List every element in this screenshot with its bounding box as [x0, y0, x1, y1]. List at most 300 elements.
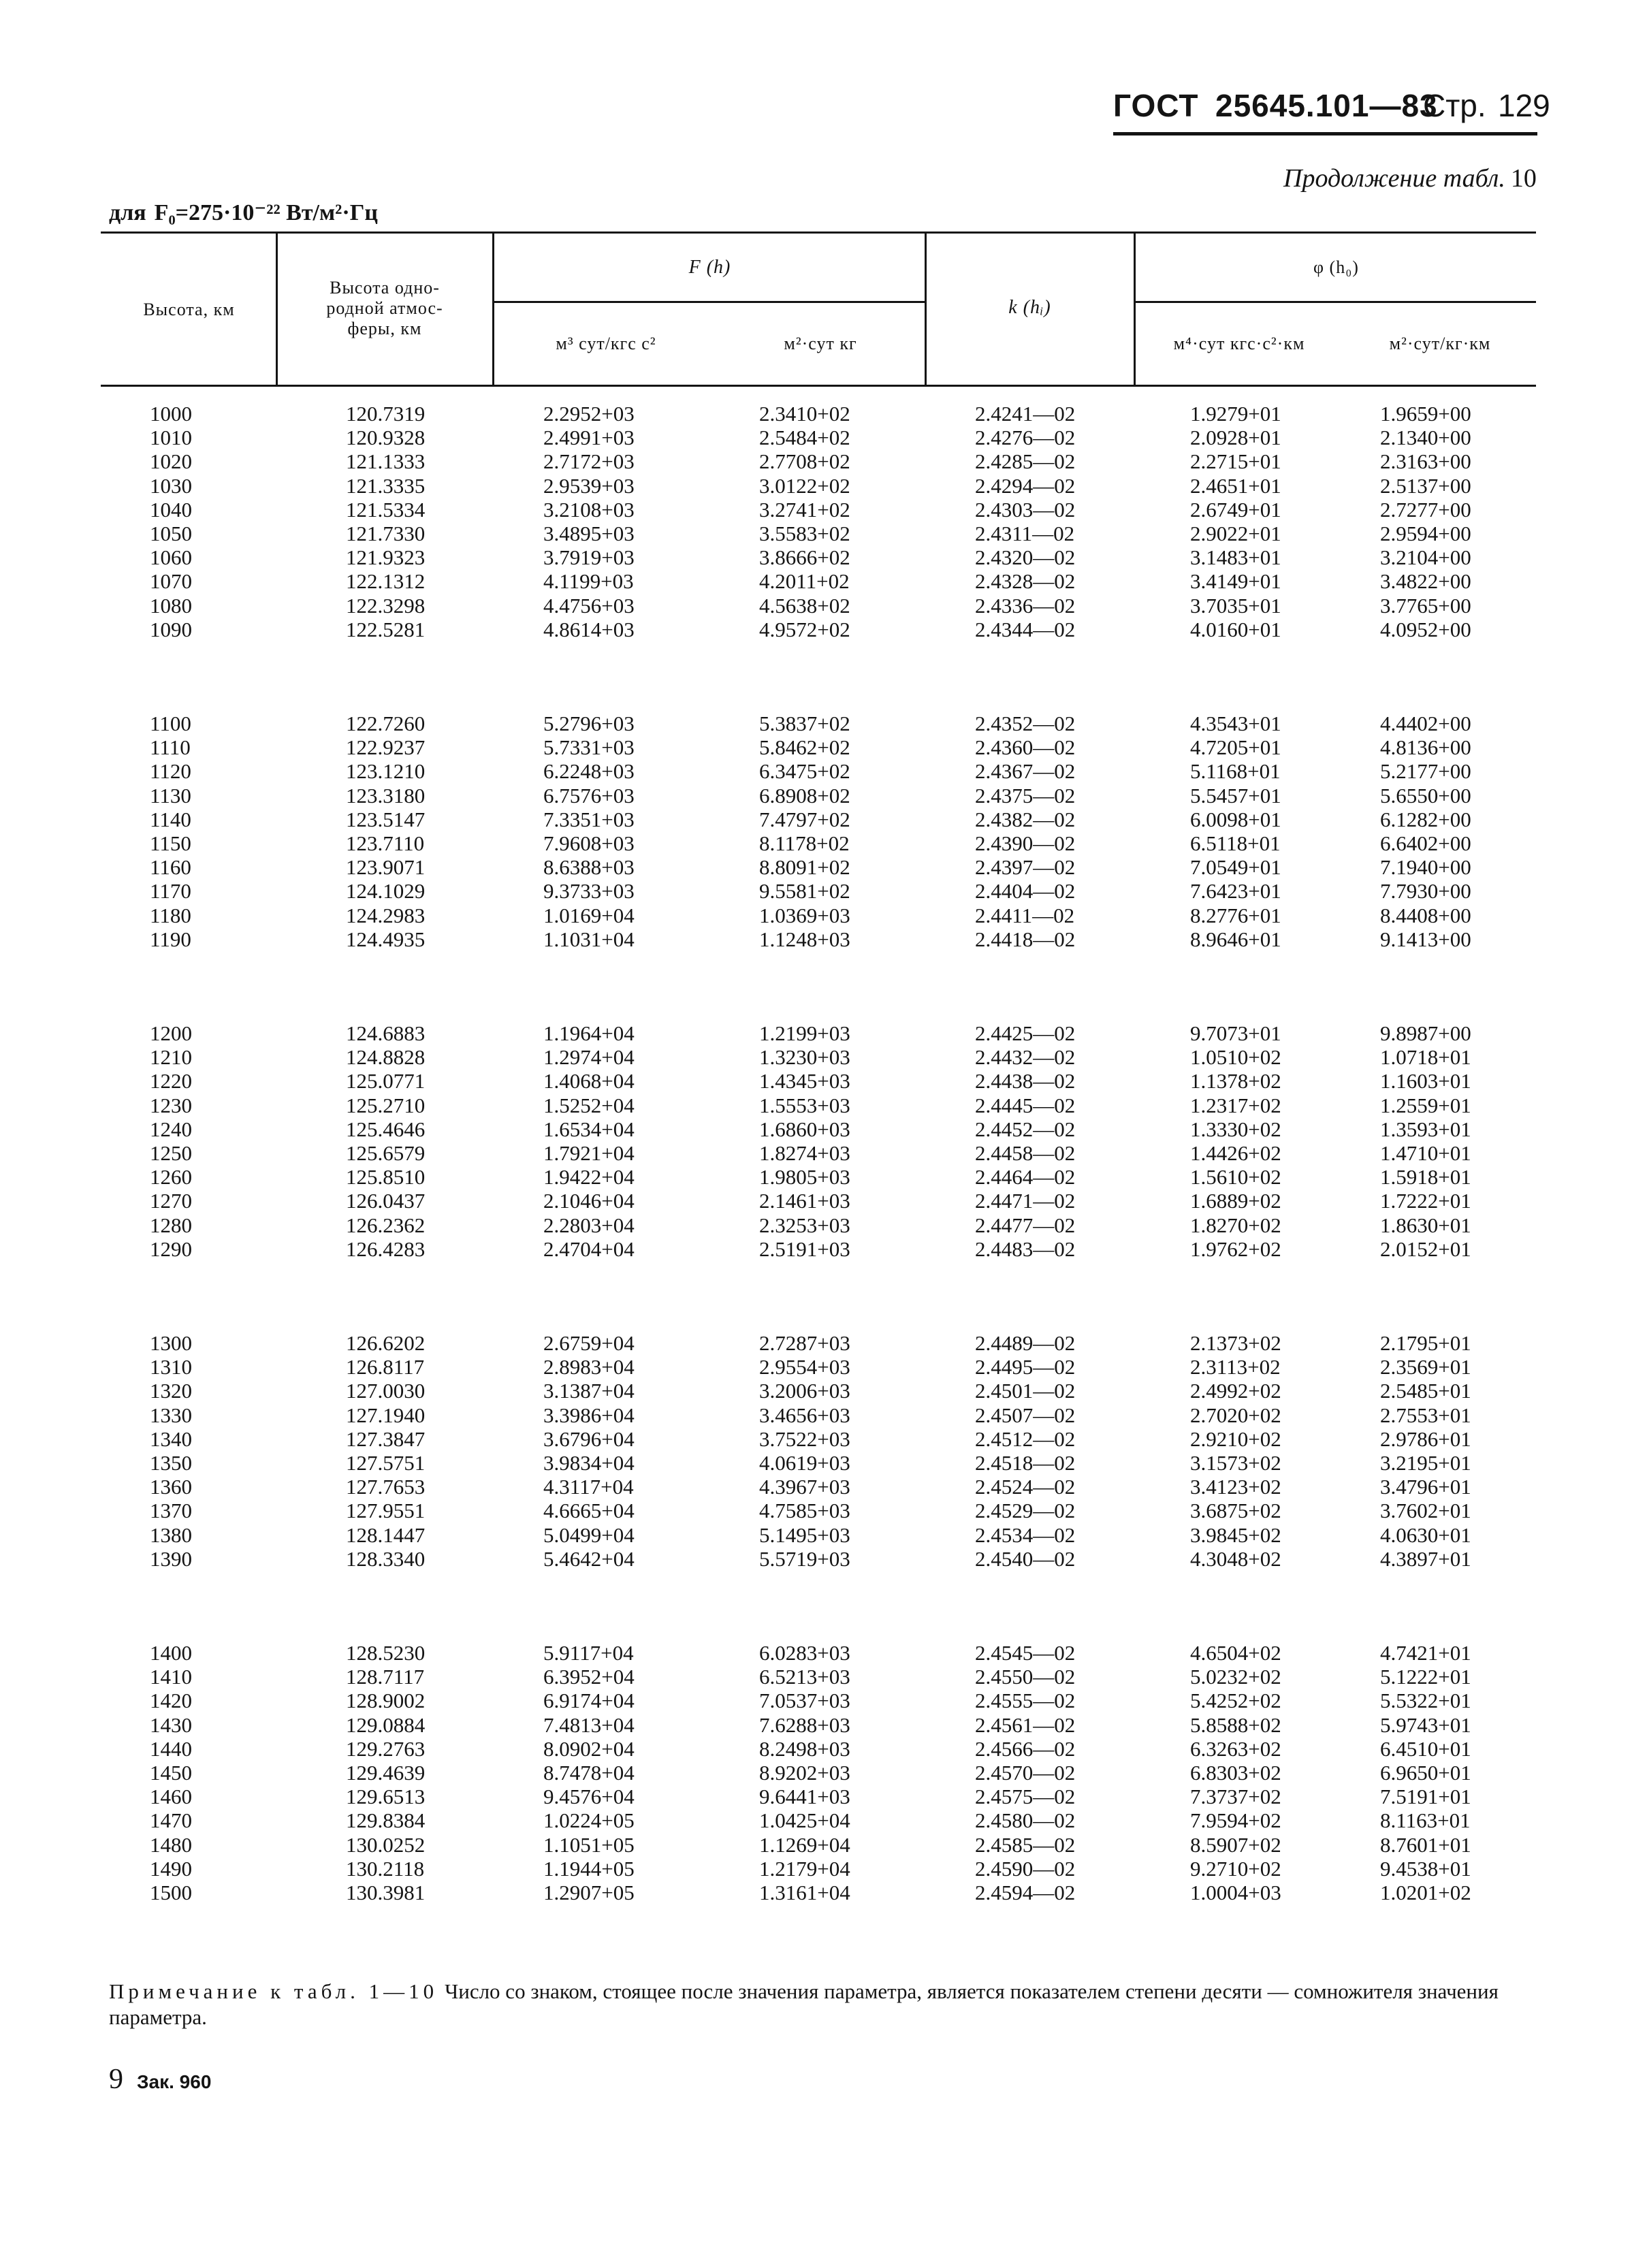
k-cell: 2.4367—02: [975, 759, 1076, 784]
scale-height-cell: 124.2983: [346, 903, 426, 927]
k-cell: 2.4594—02: [975, 1881, 1076, 1904]
F-kg-cell: 8.1178+02: [759, 831, 850, 855]
table-row: [0, 1475, 1632, 1499]
altitude-cell: 1400: [150, 1641, 192, 1665]
F-kg-cell: 1.2179+04: [759, 1856, 850, 1881]
F-kgf-cell: 3.4895+03: [543, 522, 635, 545]
table-row: [0, 618, 1632, 642]
table-row: [0, 904, 1632, 928]
F-kgf-cell: 4.6665+04: [543, 1499, 635, 1523]
k-cell: 2.4336—02: [975, 593, 1076, 618]
table-row: [0, 1117, 1632, 1142]
F-kg-cell: 5.8462+02: [759, 735, 850, 760]
table-row: [0, 449, 1632, 474]
scale-height-cell: 124.8828: [346, 1045, 426, 1070]
k-cell: 2.4241—02: [975, 402, 1076, 426]
table-row: [0, 1641, 1632, 1665]
F-kg-cell: 2.3410+02: [759, 402, 850, 426]
k-cell: 2.4483—02: [975, 1236, 1076, 1261]
k-cell: 2.4585—02: [975, 1832, 1076, 1857]
k-cell: 2.4518—02: [975, 1451, 1076, 1475]
scale-height-cell: 126.6202: [346, 1331, 426, 1355]
altitude-cell: 1060: [150, 545, 192, 570]
altitude-cell: 1230: [150, 1093, 192, 1117]
scale-height-cell: 123.9071: [346, 855, 426, 880]
F-kg-cell: 3.0122+02: [759, 473, 850, 498]
F-kgf-cell: 5.7331+03: [543, 735, 635, 760]
F-kg-cell: 2.5191+03: [759, 1236, 850, 1261]
phi-kg-cell: 2.9786+01: [1380, 1426, 1471, 1451]
altitude-cell: 1460: [150, 1785, 192, 1809]
F-kg-cell: 1.6860+03: [759, 1117, 850, 1141]
phi-kg-cell: 2.7553+01: [1380, 1403, 1471, 1427]
phi-kg-cell: 4.0630+01: [1380, 1522, 1471, 1547]
scale-height-cell: 125.8510: [346, 1165, 426, 1189]
k-cell: 2.4411—02: [975, 903, 1075, 927]
k-cell: 2.4561—02: [975, 1712, 1076, 1737]
table-row: [0, 1451, 1632, 1475]
altitude-cell: 1200: [150, 1021, 192, 1045]
k-cell: 2.4570—02: [975, 1761, 1076, 1785]
F-kgf-cell: 1.0224+05: [543, 1808, 635, 1833]
altitude-cell: 1470: [150, 1808, 192, 1833]
condition-prefix: для: [109, 200, 146, 225]
table-row: [0, 831, 1632, 856]
scale-height-cell: 129.2763: [346, 1736, 426, 1761]
phi-kgf-cell: 4.0160+01: [1190, 617, 1281, 641]
altitude-cell: 1390: [150, 1546, 192, 1571]
table-row: [0, 1427, 1632, 1452]
table-row: [0, 808, 1632, 832]
phi-kg-cell: 3.2104+00: [1380, 545, 1471, 570]
altitude-header: Высота, км: [143, 300, 235, 319]
F-kgf-cell: 8.0902+04: [543, 1736, 635, 1761]
F-kgf-cell: 4.3117+04: [543, 1475, 634, 1499]
scale-height-cell: 128.7117: [346, 1665, 425, 1689]
table-row: [0, 1689, 1632, 1713]
phi-kg-cell: 2.1795+01: [1380, 1331, 1471, 1355]
phi-kgf-cell: 2.1373+02: [1190, 1331, 1281, 1355]
table-row: [0, 1737, 1632, 1761]
altitude-cell: 1490: [150, 1856, 192, 1881]
F-kgf-cell: 8.7478+04: [543, 1761, 635, 1785]
altitude-cell: 1310: [150, 1355, 192, 1379]
F-kg-cell: 3.2006+03: [759, 1379, 850, 1403]
phi-kgf-cell: 1.6889+02: [1190, 1189, 1281, 1213]
F-kgf-cell: 2.6759+04: [543, 1331, 635, 1355]
altitude-cell: 1040: [150, 497, 192, 522]
F-kgf-cell: 2.2803+04: [543, 1213, 635, 1237]
F-kg-cell: 8.2498+03: [759, 1736, 850, 1761]
scale-height-cell: 123.3180: [346, 783, 426, 808]
table-row: [0, 1857, 1632, 1881]
phi-kgf-cell: 1.3330+02: [1190, 1117, 1281, 1141]
F-kgf-cell: 6.2248+03: [543, 759, 635, 784]
phi-kgf-cell: 2.6749+01: [1190, 497, 1281, 522]
scale-height-cell: 125.6579: [346, 1141, 426, 1165]
col-divider-2: [492, 231, 494, 385]
k-cell: 2.4432—02: [975, 1045, 1076, 1070]
scale-height-cell: 128.1447: [346, 1522, 426, 1547]
phi-kgf-cell: 2.9022+01: [1190, 522, 1281, 545]
altitude-cell: 1340: [150, 1426, 192, 1451]
F-kg-cell: 3.2741+02: [759, 497, 850, 522]
table-row: [0, 594, 1632, 618]
table-row: [0, 1499, 1632, 1523]
F-kg-cell: 2.9554+03: [759, 1355, 850, 1379]
altitude-cell: 1480: [150, 1832, 192, 1857]
F-kg-cell: 1.1248+03: [759, 927, 850, 951]
table-row: [0, 569, 1632, 594]
scale-height-cell: 128.5230: [346, 1641, 426, 1665]
phi-kg-cell: 1.7222+01: [1380, 1189, 1471, 1213]
phi-header: φ (h₀): [1313, 257, 1359, 277]
table-continuation: [1283, 163, 1537, 193]
k-header: k (hᵢ): [1008, 297, 1051, 318]
phi-kgf-cell: 3.1573+02: [1190, 1451, 1281, 1475]
altitude-cell: 1220: [150, 1069, 192, 1093]
altitude-cell: 1080: [150, 593, 192, 618]
altitude-cell: 1100: [150, 712, 191, 735]
k-cell: 2.4276—02: [975, 426, 1076, 450]
scale-height-cell: 130.2118: [346, 1856, 425, 1881]
phi-kgf-cell: 8.5907+02: [1190, 1832, 1281, 1857]
phi-kg-cell: 5.2177+00: [1380, 759, 1471, 784]
F-kg-cell: 1.3230+03: [759, 1045, 850, 1070]
table-row: [0, 1547, 1632, 1571]
phi-kg-cell: 4.0952+00: [1380, 617, 1471, 641]
scale-height-cell: 127.0030: [346, 1379, 426, 1403]
table-row: [0, 1403, 1632, 1428]
scale-height-cell: 129.6513: [346, 1785, 426, 1809]
scale-height-cell: 129.4639: [346, 1761, 426, 1785]
scale-height-header: [279, 278, 490, 339]
phi-kg-cell: 2.0152+01: [1380, 1236, 1471, 1261]
phi-kgf-cell: 8.2776+01: [1190, 903, 1281, 927]
scale-height-cell: 127.3847: [346, 1426, 426, 1451]
k-cell: 2.4294—02: [975, 473, 1076, 498]
altitude-cell: 1330: [150, 1403, 192, 1427]
table-row: [0, 927, 1632, 952]
phi-kgf-cell: 3.9845+02: [1190, 1522, 1281, 1547]
phi-kgf-cell: 2.7020+02: [1190, 1403, 1281, 1427]
phi-kg-cell: 2.1340+00: [1380, 426, 1471, 450]
F-kgf-cell: 7.9608+03: [543, 831, 635, 855]
table-row: [0, 545, 1632, 570]
phi-kgf-cell: 1.2317+02: [1190, 1093, 1281, 1117]
flux-condition: [109, 199, 378, 226]
altitude-cell: 1270: [150, 1189, 192, 1213]
scale-height-line-1: Высота одно-: [330, 278, 440, 298]
table-row: [0, 474, 1632, 498]
F-kgf-cell: 5.2796+03: [543, 712, 635, 735]
altitude-cell: 1110: [150, 735, 191, 760]
F-kg-cell: 5.5719+03: [759, 1546, 850, 1571]
altitude-cell: 1260: [150, 1165, 192, 1189]
k-cell: 2.4360—02: [975, 735, 1076, 760]
scale-height-cell: 124.1029: [346, 879, 426, 904]
table-row: [0, 1189, 1632, 1213]
F-kg-cell: 2.7708+02: [759, 449, 850, 474]
phi-kg-cell: 8.4408+00: [1380, 903, 1471, 927]
table-row: [0, 1045, 1632, 1070]
F-kgf-cell: 5.4642+04: [543, 1546, 635, 1571]
F-kg-cell: 6.8908+02: [759, 783, 850, 808]
k-cell: 2.4344—02: [975, 617, 1076, 641]
k-cell: 2.4452—02: [975, 1117, 1076, 1141]
scale-height-cell: 123.5147: [346, 807, 426, 831]
scale-height-cell: 125.4646: [346, 1117, 426, 1141]
phi-kg-cell: 1.4710+01: [1380, 1141, 1471, 1165]
phi-kgf-cell: 5.5457+01: [1190, 783, 1281, 808]
phi-kg-cell: 1.0718+01: [1380, 1045, 1471, 1070]
scale-height-cell: 121.3335: [346, 473, 426, 498]
phi-kgf-cell: 7.3737+02: [1190, 1785, 1281, 1809]
table-top-rule: [101, 231, 1536, 234]
k-cell: 2.4352—02: [975, 712, 1076, 735]
altitude-cell: 1170: [150, 879, 191, 904]
F-kg-cell: 4.9572+02: [759, 617, 850, 641]
col-divider-3: [925, 231, 927, 385]
scale-height-cell: 122.5281: [346, 617, 426, 641]
table-number: 10: [1510, 164, 1537, 193]
phi-kg-cell: 6.1282+00: [1380, 807, 1471, 831]
phi-kg-cell: 5.5322+01: [1380, 1689, 1471, 1713]
F-kg-cell: 5.3837+02: [759, 712, 850, 735]
altitude-cell: 1000: [150, 402, 192, 426]
F-kgf-cell: 1.5252+04: [543, 1093, 635, 1117]
phi-kgf-cell: 2.4651+01: [1190, 473, 1281, 498]
phi-kg-cell: 7.1940+00: [1380, 855, 1471, 880]
F-kg-cell: 4.2011+02: [759, 569, 850, 594]
k-cell: 2.4425—02: [975, 1021, 1076, 1045]
altitude-cell: 1140: [150, 807, 191, 831]
phi-kg-cell: 1.0201+02: [1380, 1881, 1471, 1904]
phi-kg-cell: 5.6550+00: [1380, 783, 1471, 808]
F-kg-cell: 6.0283+03: [759, 1641, 850, 1665]
table-row: [0, 1021, 1632, 1046]
scale-height-cell: 130.0252: [346, 1832, 426, 1857]
table-row: [0, 759, 1632, 784]
F-kgf-cell: 2.2952+03: [543, 402, 635, 426]
table-row: [0, 1355, 1632, 1379]
F-kgf-cell: 4.4756+03: [543, 593, 635, 618]
F-kgf-cell: 1.9422+04: [543, 1165, 635, 1189]
k-cell: 2.4458—02: [975, 1141, 1076, 1165]
F-unit-1: м³ сут/кгс с²: [556, 334, 656, 353]
scale-height-cell: 129.8384: [346, 1808, 426, 1833]
k-cell: 2.4438—02: [975, 1069, 1076, 1093]
phi-kgf-cell: 2.4992+02: [1190, 1379, 1281, 1403]
F-kgf-cell: 6.7576+03: [543, 783, 635, 808]
scale-height-cell: 121.1333: [346, 449, 426, 474]
F-kg-cell: 4.5638+02: [759, 593, 850, 618]
F-kg-cell: 2.3253+03: [759, 1213, 850, 1237]
table-row: [0, 426, 1632, 450]
phi-kgf-cell: 7.9594+02: [1190, 1808, 1281, 1833]
F-kg-cell: 4.7585+03: [759, 1499, 850, 1523]
altitude-cell: 1120: [150, 759, 191, 784]
F-kgf-cell: 1.1051+05: [543, 1832, 635, 1857]
altitude-cell: 1500: [150, 1881, 192, 1904]
phi-kgf-cell: 2.9210+02: [1190, 1426, 1281, 1451]
running-header: [1113, 87, 1550, 136]
F-kgf-cell: 9.4576+04: [543, 1785, 635, 1809]
phi-kgf-cell: 4.6504+02: [1190, 1641, 1281, 1665]
k-cell: 2.4397—02: [975, 855, 1076, 880]
phi-unit-2: м²·сут/кг·км: [1389, 334, 1491, 353]
phi-kg-cell: 2.5485+01: [1380, 1379, 1471, 1403]
scale-height-cell: 128.3340: [346, 1546, 426, 1571]
k-cell: 2.4529—02: [975, 1499, 1076, 1523]
F-kgf-cell: 3.6796+04: [543, 1426, 635, 1451]
scale-height-cell: 124.6883: [346, 1021, 426, 1045]
phi-kg-cell: 1.5918+01: [1380, 1165, 1471, 1189]
phi-kgf-cell: 2.2715+01: [1190, 449, 1281, 474]
phi-kg-cell: 2.3163+00: [1380, 449, 1471, 474]
k-cell: 2.4534—02: [975, 1522, 1076, 1547]
altitude-cell: 1010: [150, 426, 192, 450]
altitude-cell: 1250: [150, 1141, 192, 1165]
k-cell: 2.4590—02: [975, 1856, 1076, 1881]
F-kgf-cell: 4.1199+03: [543, 569, 634, 594]
phi-kgf-cell: 1.9762+02: [1190, 1236, 1281, 1261]
phi-kgf-cell: 1.8270+02: [1190, 1213, 1281, 1237]
k-cell: 2.4382—02: [975, 807, 1076, 831]
k-cell: 2.4311—02: [975, 522, 1075, 545]
F-kg-cell: 3.8666+02: [759, 545, 850, 570]
phi-kg-cell: 3.4796+01: [1380, 1475, 1471, 1499]
phi-kgf-cell: 7.6423+01: [1190, 879, 1281, 904]
phi-kg-cell: 4.7421+01: [1380, 1641, 1471, 1665]
phi-kgf-cell: 6.0098+01: [1190, 807, 1281, 831]
page-word: Стр.: [1423, 88, 1486, 123]
F-kg-cell: 3.5583+02: [759, 522, 850, 545]
k-cell: 2.4566—02: [975, 1736, 1076, 1761]
table-row: [0, 1213, 1632, 1238]
F-kgf-cell: 2.1046+04: [543, 1189, 635, 1213]
table-row: [0, 1141, 1632, 1166]
phi-kg-cell: 8.1163+01: [1380, 1808, 1471, 1833]
page-footer: [109, 2063, 211, 2096]
F-kgf-cell: 1.4068+04: [543, 1069, 635, 1093]
table-row: [0, 1093, 1632, 1118]
F-unit-2: м²·сут кг: [784, 334, 857, 353]
phi-kgf-cell: 3.7035+01: [1190, 593, 1281, 618]
phi-kgf-cell: 6.3263+02: [1190, 1736, 1281, 1761]
phi-kgf-cell: 9.2710+02: [1190, 1856, 1281, 1881]
phi-kg-cell: 9.1413+00: [1380, 927, 1471, 951]
phi-kgf-cell: 4.3543+01: [1190, 712, 1281, 735]
altitude-cell: 1130: [150, 783, 191, 808]
k-cell: 2.4471—02: [975, 1189, 1076, 1213]
altitude-cell: 1030: [150, 473, 192, 498]
altitude-cell: 1370: [150, 1499, 192, 1523]
table-row: [0, 402, 1632, 426]
F-kgf-cell: 3.3986+04: [543, 1403, 635, 1427]
table-row: [0, 1665, 1632, 1689]
F-kg-cell: 1.0369+03: [759, 903, 850, 927]
phi-kgf-cell: 1.9279+01: [1190, 402, 1281, 426]
order-number: Зак. 960: [137, 2071, 212, 2092]
phi-kg-cell: 1.1603+01: [1380, 1069, 1471, 1093]
scale-height-cell: 126.8117: [346, 1355, 425, 1379]
F-kgf-cell: 1.2974+04: [543, 1045, 635, 1070]
k-cell: 2.4524—02: [975, 1475, 1076, 1499]
scale-height-line-3: феры, км: [347, 319, 422, 338]
k-cell: 2.4375—02: [975, 783, 1076, 808]
scale-height-cell: 121.5334: [346, 497, 426, 522]
phi-kg-cell: 6.4510+01: [1380, 1736, 1471, 1761]
F-kg-cell: 2.5484+02: [759, 426, 850, 450]
scale-height-cell: 127.5751: [346, 1451, 426, 1475]
scale-height-cell: 126.0437: [346, 1189, 426, 1213]
altitude-cell: 1300: [150, 1331, 192, 1355]
F-kgf-cell: 1.1031+04: [543, 927, 635, 951]
F-kg-cell: 4.0619+03: [759, 1451, 850, 1475]
table-note: [109, 1979, 1511, 2030]
altitude-cell: 1020: [150, 449, 192, 474]
phi-kg-cell: 9.8987+00: [1380, 1021, 1471, 1045]
F-kgf-cell: 2.4991+03: [543, 426, 635, 450]
altitude-cell: 1350: [150, 1451, 192, 1475]
F-kgf-cell: 1.1964+04: [543, 1021, 635, 1045]
altitude-cell: 1320: [150, 1379, 192, 1403]
F-kgf-cell: 5.9117+04: [543, 1641, 634, 1665]
phi-kgf-cell: 2.0928+01: [1190, 426, 1281, 450]
k-cell: 2.4580—02: [975, 1808, 1076, 1833]
k-cell: 2.4512—02: [975, 1426, 1076, 1451]
phi-kg-cell: 8.7601+01: [1380, 1832, 1471, 1857]
table-row: [0, 879, 1632, 904]
F-kgf-cell: 1.7921+04: [543, 1141, 635, 1165]
table-row: [0, 1833, 1632, 1857]
phi-kg-cell: 4.8136+00: [1380, 735, 1471, 760]
k-cell: 2.4550—02: [975, 1665, 1076, 1689]
F-kgf-cell: 1.1944+05: [543, 1856, 635, 1881]
table-row: [0, 498, 1632, 522]
F-kgf-cell: 1.2907+05: [543, 1881, 635, 1904]
F-kgf-cell: 2.7172+03: [543, 449, 635, 474]
phi-kg-cell: 3.7602+01: [1380, 1499, 1471, 1523]
F-kg-cell: 7.4797+02: [759, 807, 850, 831]
altitude-cell: 1380: [150, 1522, 192, 1547]
phi-kgf-cell: 6.5118+01: [1190, 831, 1281, 855]
scale-height-cell: 120.7319: [346, 402, 426, 426]
k-cell: 2.4489—02: [975, 1331, 1076, 1355]
phi-kg-cell: 7.5191+01: [1380, 1785, 1471, 1809]
col-divider-4: [1134, 231, 1136, 385]
phi-kg-cell: 3.7765+00: [1380, 593, 1471, 618]
F-kgf-cell: 4.8614+03: [543, 617, 635, 641]
phi-kg-cell: 5.1222+01: [1380, 1665, 1471, 1689]
altitude-cell: 1150: [150, 831, 191, 855]
page-number: 129: [1498, 88, 1550, 123]
scale-height-cell: 123.7110: [346, 831, 425, 855]
altitude-cell: 1290: [150, 1236, 192, 1261]
phi-kgf-cell: 9.7073+01: [1190, 1021, 1281, 1045]
table-row: [0, 855, 1632, 880]
scale-height-cell: 125.0771: [346, 1069, 426, 1093]
k-cell: 2.4445—02: [975, 1093, 1076, 1117]
F-kgf-cell: 6.3952+04: [543, 1665, 635, 1689]
phi-kgf-cell: 5.0232+02: [1190, 1665, 1281, 1689]
scale-height-cell: 121.9323: [346, 545, 426, 570]
F-kg-cell: 6.3475+02: [759, 759, 850, 784]
F-kgf-cell: 3.7919+03: [543, 545, 635, 570]
altitude-cell: 1090: [150, 617, 192, 641]
k-cell: 2.4464—02: [975, 1165, 1076, 1189]
